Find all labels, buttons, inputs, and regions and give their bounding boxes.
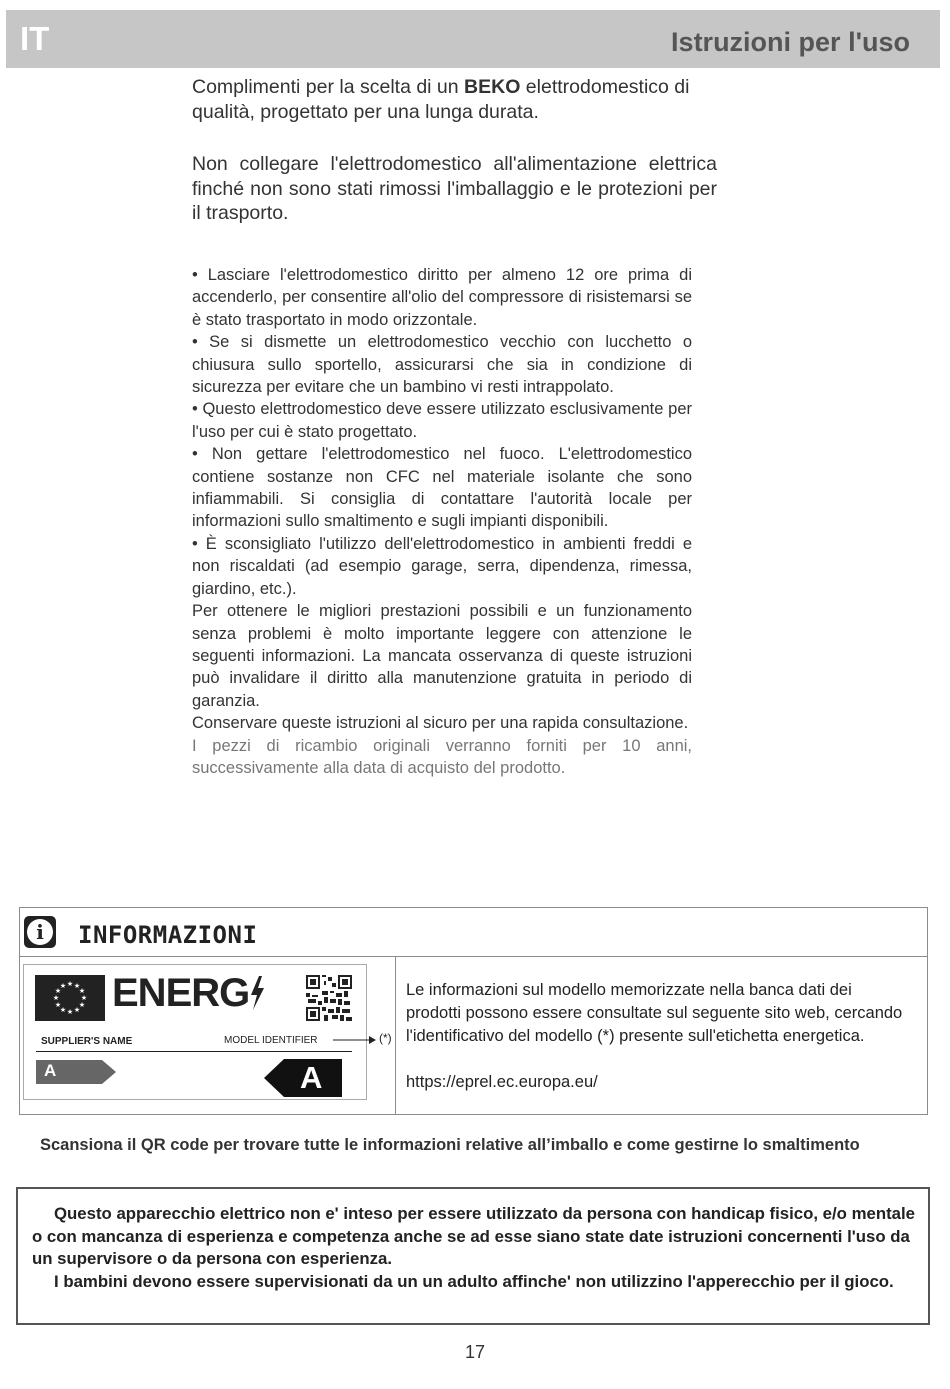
information-heading: INFORMAZIONI [78,921,258,949]
page-title: Istruzioni per l'uso [671,27,910,57]
svg-text:★: ★ [78,987,86,995]
svg-text:★: ★ [78,1001,86,1009]
intro-paragraph-1 [192,75,717,124]
svg-text:★: ★ [59,1006,67,1014]
eu-flag-icon [35,975,105,1021]
page-header [6,10,940,68]
brand-name: BEKO [464,76,521,98]
supplier-name: SUPPLIER'S NAME [41,1036,133,1047]
information-box [19,907,928,1115]
info-icon: i [24,916,56,948]
safety-warning-box [16,1187,930,1325]
model-identifier: MODEL IDENTIFIER [224,1035,318,1046]
warning-paragraph-1: Questo apparecchio elettrico non e' inteso per essere utilizzato da persona con handicap fisico, e/o mentale o con mancanza di esperienza e competenza anche se ad esse siano state date istruzioni concernenti l'uso da un supervisore o da persona con esperienza. [32,1204,915,1269]
instruction-item: • Lasciare l'elettrodomestico diritto per almeno 12 ore prima di accenderlo, per consentire all'olio del compressore di risistemarsi se è stato trasportato in modo orizzontale. [192,266,692,329]
instruction-item: Conservare queste istruzioni al sicuro per una rapida consultazione. [192,714,689,733]
instruction-item: • È sconsigliato l'utilizzo dell'elettrodomestico in ambienti freddi e non riscaldati (ad esempio garage, serra, dipendenza, rimessa, giardino, etc.). [192,534,692,598]
svg-text:★: ★ [66,980,74,988]
svg-text:★: ★ [52,994,60,1002]
eprel-link[interactable]: https://eprel.ec.europa.eu/ [406,1073,598,1091]
lightning-icon [249,976,265,1010]
svg-text:★: ★ [73,982,81,990]
intro-section [192,75,717,254]
spare-parts-note: I pezzi di ricambio originali verranno forniti per 10 anni, successivamente alla data di acquisto del prodotto. [192,736,692,777]
energy-label-panel [20,957,396,1115]
warning-paragraph-2: I bambini devono essere supervisionati da un un adulto affinche' non utilizzino l'apperecchio per il gioco. [54,1272,894,1292]
svg-text:★: ★ [54,1001,62,1009]
pointer-arrow-icon [333,1036,376,1044]
energy-class-label: A [300,1060,323,1095]
instruction-item: • Non gettare l'elettrodomestico nel fuoco. L'elettrodomestico contiene sostanze non CFC nel materiale isolante che sono infiammabili. Si consiglia di contattare l'autorità locale per informazioni sullo smaltimento e sugli impianti disponibili. [192,445,692,531]
eprel-description: Le informazioni sul modello memorizzate nella banca dati dei prodotti possono essere consultate sul seguente sito web, cercando l'identificativo del modello (*) presente sull'etichetta energetica. [406,981,903,1045]
energy-label [23,964,367,1100]
page-number: 17 [464,1342,486,1362]
intro-paragraph-2: Non collegare l'elettrodomestico all'alimentazione elettrica finché non sono stati rimossi l'imballaggio e le protezioni per il trasporto. [192,153,717,224]
energy-word [112,971,265,1016]
energy-class-scale-arrow [36,1060,116,1084]
information-header [20,908,927,957]
qr-code-note: Scansiona il QR code per trovare tutte le informazioni relative all’imballo e come gestirne lo smaltimento [40,1136,860,1154]
svg-text:★: ★ [59,982,67,990]
svg-text:★: ★ [80,994,88,1002]
intro-text: Complimenti per la scelta di un [192,76,465,98]
label-divider [36,1051,352,1052]
svg-text:★: ★ [66,1008,74,1016]
instruction-item: • Questo elettrodomestico deve essere utilizzato esclusivamente per l'uso per cui è stato progettato. [192,400,692,441]
instruction-item: Per ottenere le migliori prestazioni possibili e un funzionamento senza problemi è molto importante leggere con attenzione le seguenti informazioni. La mancata osservanza di queste istruzioni può invalidare il diritto alla manutenzione gratuita in periodo di garanzia. [192,602,692,710]
model-asterisk: (*) [379,1031,392,1045]
language-code: IT [20,20,50,57]
energy-class-arrow [264,1059,342,1097]
intro-text-2: elettrodomestico di qualità, progettato per una lunga durata. [192,76,690,123]
eprel-info [406,979,906,1094]
svg-text:★: ★ [54,987,62,995]
instruction-item: • Se si dismette un elettrodomestico vecchio con lucchetto o chiusura sullo sportello, assicurarsi che sia in condizione di sicurezza per evitare che un bambino vi resti intrappolato. [192,333,692,397]
svg-text:★: ★ [73,1006,81,1014]
energy-word-text: ENERG [112,971,250,1015]
instructions-body [192,264,692,779]
energy-class-scale-label: A [44,1061,57,1080]
qr-code-icon [306,975,352,1021]
